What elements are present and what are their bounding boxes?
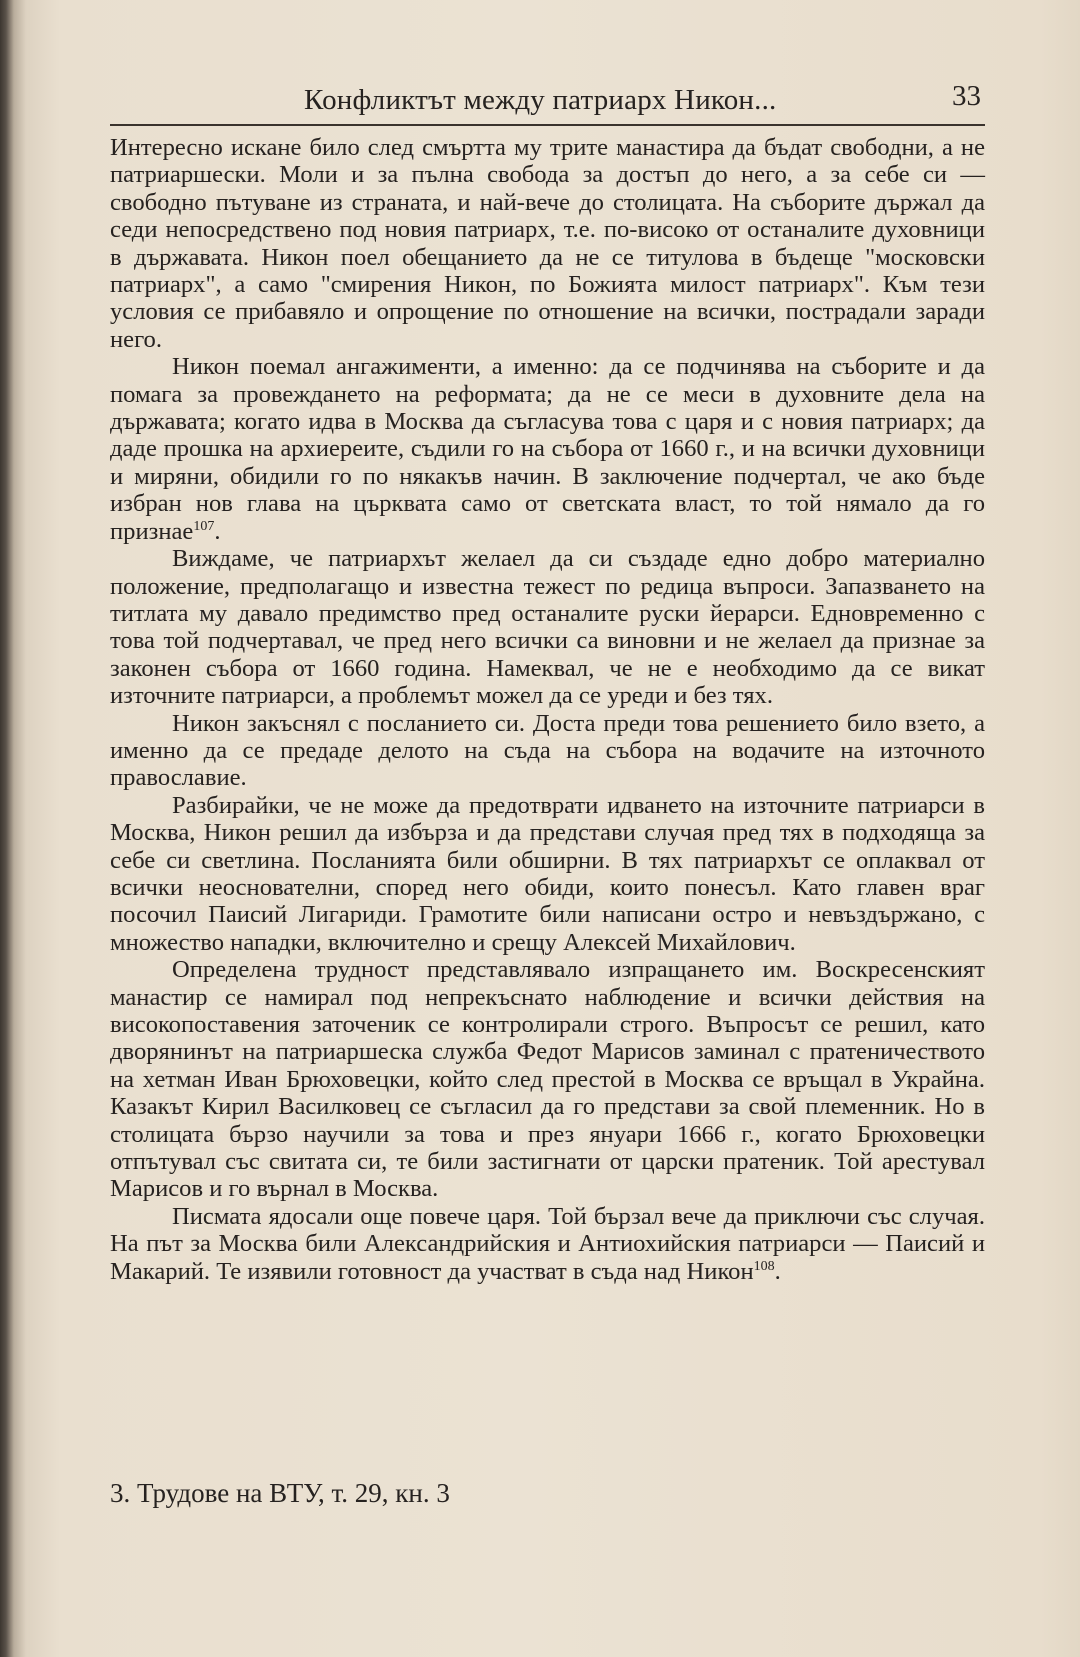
paragraph-text: Писмата ядосали още повече царя. Той бързал вече да приключи със случая. На път за Москва били Александрийския и Антиохийския патриарси — Паисий и Макарий. Те изявили готовност да участват в съда над Никон: [110, 1202, 985, 1285]
paragraph-5: [110, 792, 985, 956]
paragraph-text: Никон закъснял с посланието си. Доста преди това решението било взето, а именно да се предаде делото на съда на събора на водачите на източното православие.: [110, 709, 985, 792]
paragraph-text: Интересно искане било след смъртта му трите манастира да бъдат свободни, а не патриаршески. Моли и за пълна свобода за достъп до него, а за себе си — свободно пътуване из страната, и най-вече до столицата. На съборите държал да седи непосредствено под новия патриарх, т.е. по-високо от останалите духовници в държавата. Никон поел обещанието да не се титулова в бъдеще "московски патриарх", а само "смирения Никон, по Божията милост патриарх". Към тези условия се прибавяло и опрощение по отношение на всички, пострадали заради него.: [110, 134, 985, 353]
body-text: [110, 134, 985, 1285]
paragraph-text: Виждаме, че патриархът желаел да си създаде едно добро материално положение, предполагащо и известна тежест по редица въпроси. Запазването на титлата му давало предимство пред останалите руски йерарси. Едновременно с това той подчертавал, че пред него всички са виновни и не желаел да признае за законен събора от 1660 година. Намеквал, че не е необходимо да се викат източните патриарси, а проблемът можел да се уреди и без тях.: [110, 545, 985, 710]
page-number: 33: [952, 80, 981, 112]
paragraph-text: Определена трудност представлявало изпращането им. Воскресенският манастир се намирал под непрекъснато наблюдение и всички действия на високопоставения заточеник се контролирали строго. Въпросът се решил, като дворянинът на патриаршеска служба Федот Марисов заминал с пратеничеството на хетман Иван Брюховецки, който след престой в Москва се връщал в Украйна. Казакът Кирил Василковец се съгласил да го представи за свой племенник. Но в столицата бързо научили за това и през януари 1666 г., когато Брюховецки отпътувал със свитата си, те били застигнати от царски пратеник. Той арестувал Марисов и го върнал в Москва.: [110, 956, 985, 1203]
paragraph-4: [110, 710, 985, 792]
paragraph-7: [110, 1203, 985, 1285]
paragraph-text: Никон поемал ангажименти, а именно: да се подчинява на съборите и да помага за провеждането на реформата; да не се меси в духовните дела на държавата; когато идва в Москва да съгласува това с царя и с новия патриарх; да даде прошка на архиереите, съдили го на събора от 1660 г., и на всички духовници и миряни, обидили го по някакъв начин. В заключение подчертал, че ако бъде избран нов глава на църквата само от светската власт, то той нямало да го признае: [110, 353, 985, 545]
paragraph-end: .: [214, 517, 221, 545]
paragraph-1: [110, 134, 985, 353]
paragraph-text: Разбирайки, че не може да предотврати идването на източните патриарси в Москва, Никон решил да избърза и да представи случая пред тях в подходяща за себе си светлина. Посланията били обширни. В тях патриархът се оплаквал от всички неоснователни, според него обиди, които понесъл. Като главен враг посочил Паисий Лигариди. Грамотите били написани остро и невъздържано, с множество нападки, включително и срещу Алексей Михайлович.: [110, 791, 985, 956]
signature-line: 3. Трудове на ВТУ, т. 29, кн. 3: [110, 1478, 450, 1508]
paragraph-3: [110, 545, 985, 709]
paragraph-2: [110, 353, 985, 545]
paragraph-6: [110, 956, 985, 1203]
paragraph-end: .: [774, 1257, 781, 1285]
footnote-ref-108: 108: [753, 1258, 775, 1274]
running-header: [110, 80, 985, 126]
running-title: Конфликтът между патриарх Никон...: [304, 84, 777, 116]
footnote-ref-107: 107: [193, 518, 215, 534]
